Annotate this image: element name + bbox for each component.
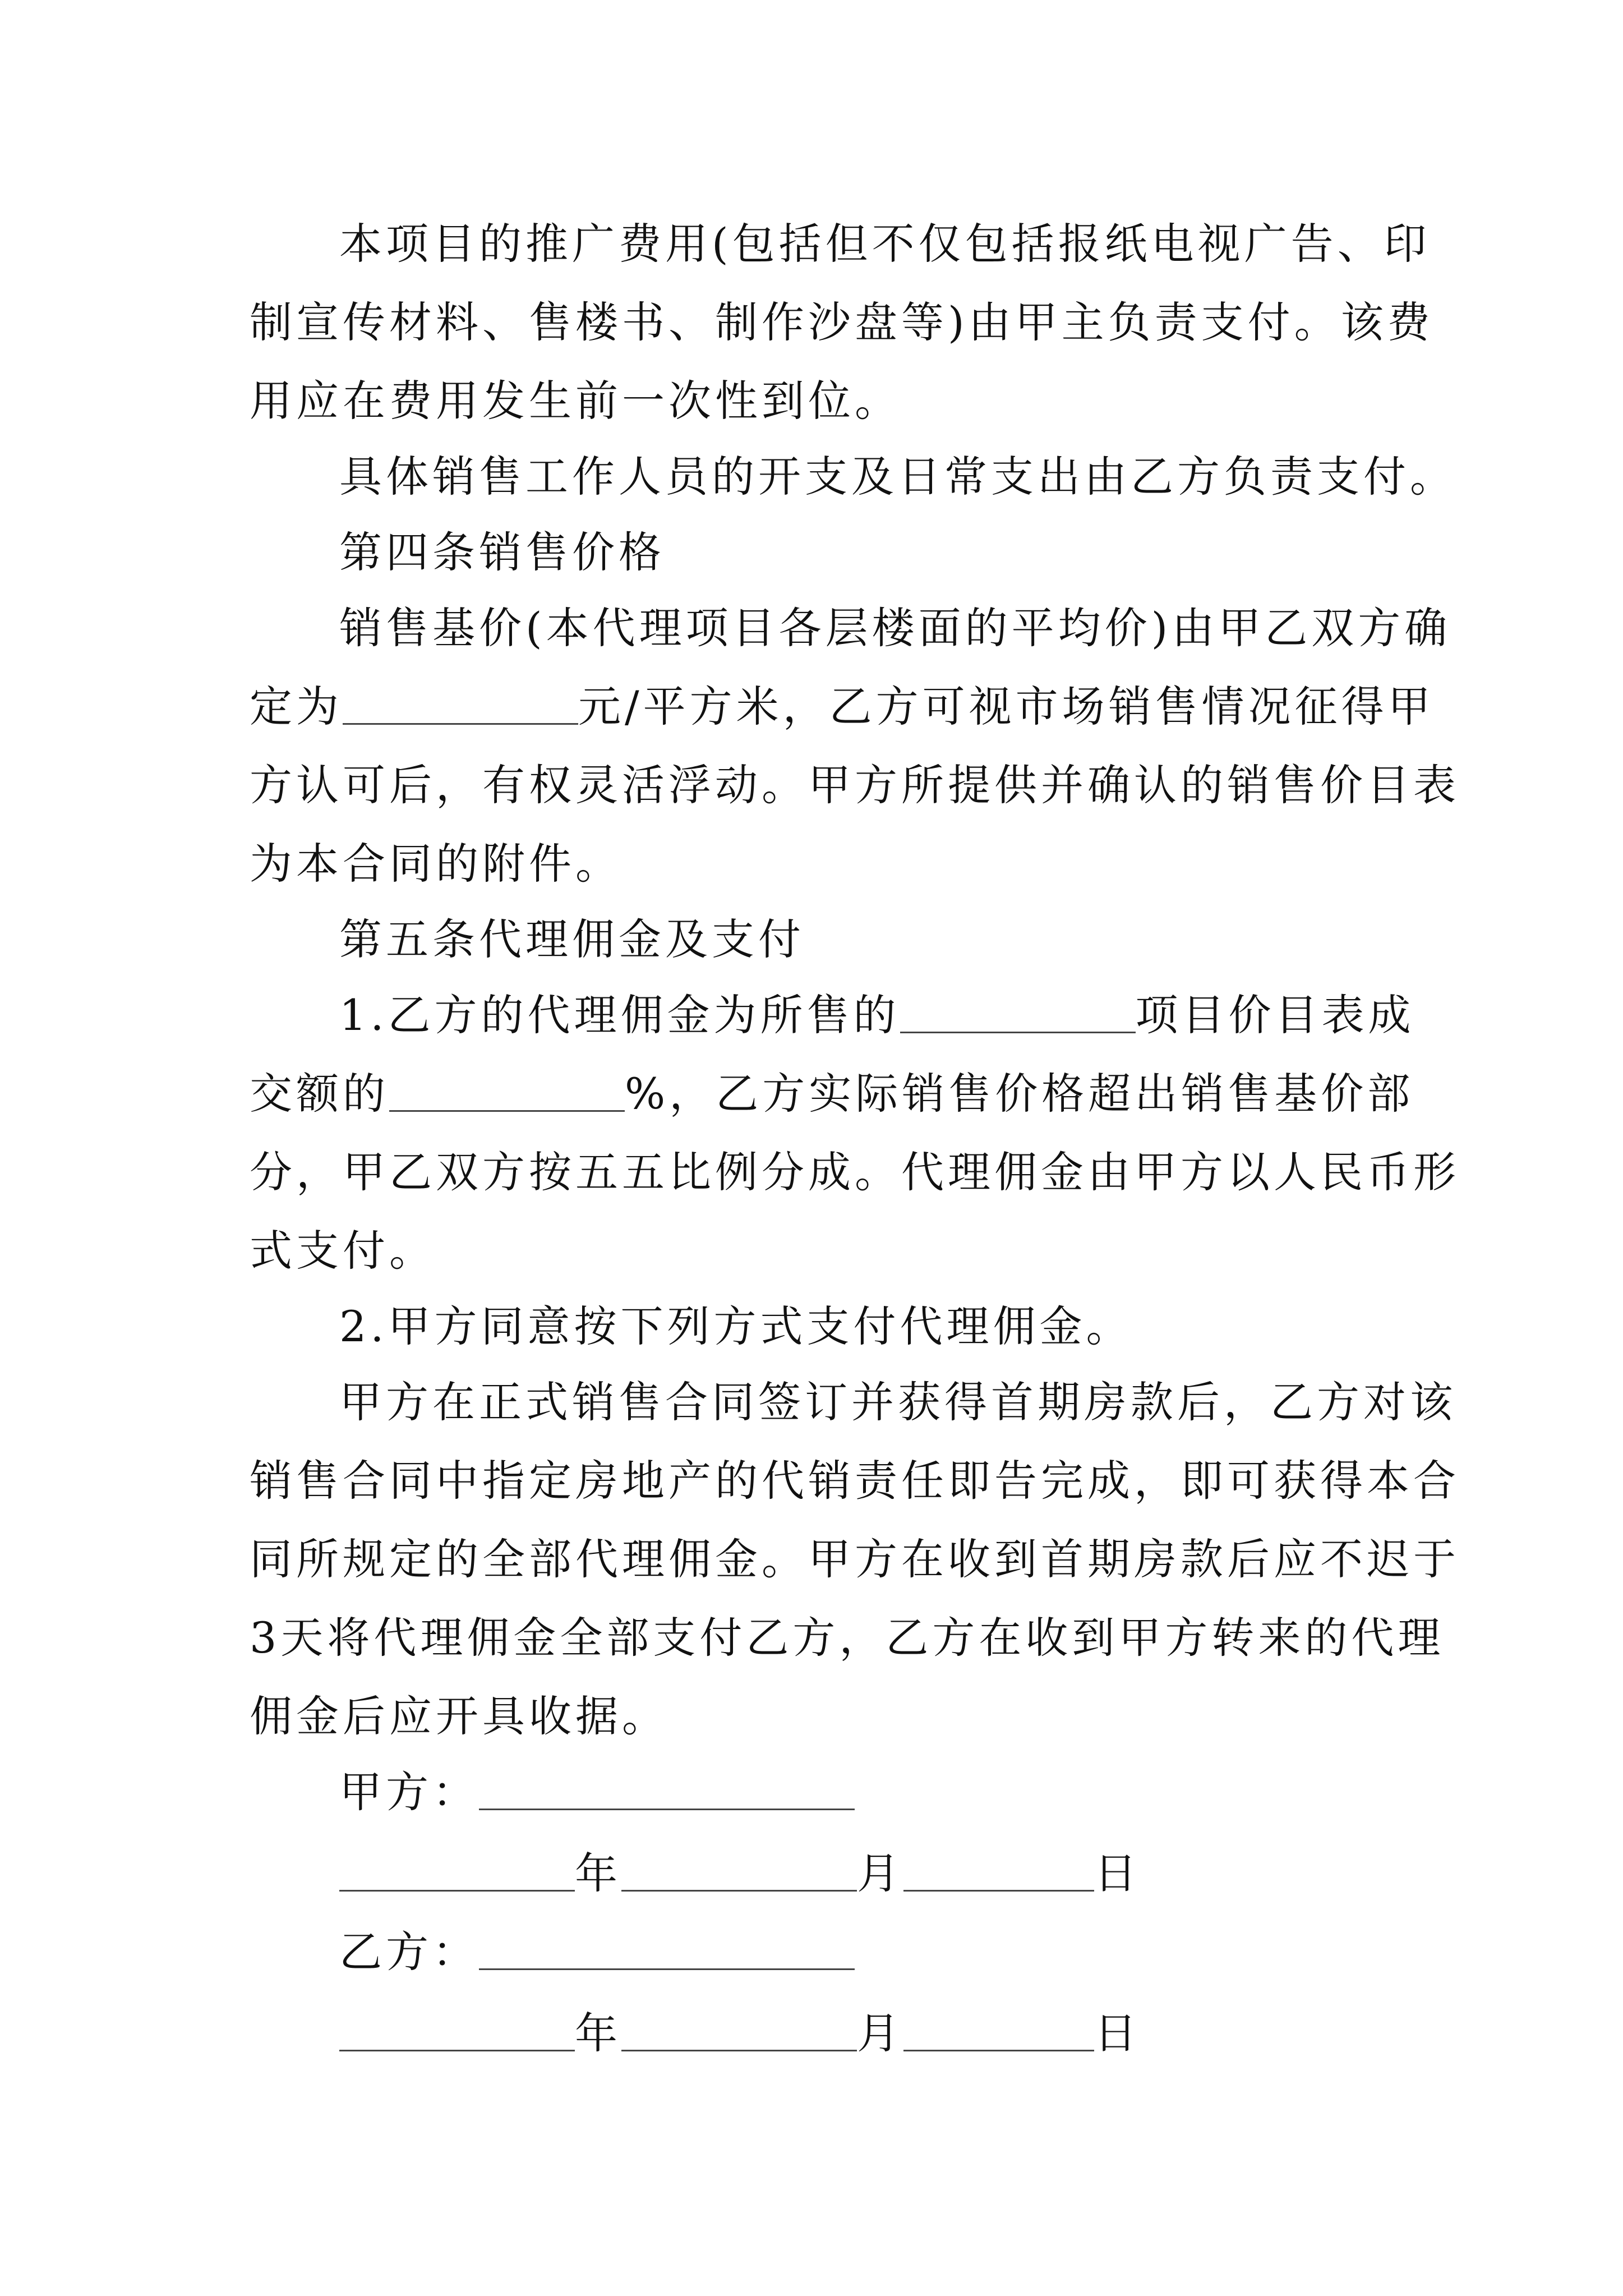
party-b-year-blank[interactable] [339, 2009, 575, 2051]
party-b-month-label: 月 [857, 2008, 903, 2058]
party-b-date-line [339, 1994, 1141, 2073]
paragraph-commission-line-4: 式支付。 [250, 1226, 436, 1276]
commission-rate-suffix: %，乙方实际销售价格超出销售基价部 [625, 1069, 1414, 1119]
commission-rate-blank[interactable] [389, 1070, 625, 1112]
party-a-label: 甲方： [339, 1767, 479, 1817]
paragraph-commission-line-3: 分，甲乙双方按五五比例分成。代理佣金由甲方以人民币形 [250, 1147, 1460, 1197]
paragraph-promotion-line-2: 制宣传材料、售楼书、制作沙盘等)由甲主负责支付。该费 [250, 297, 1434, 347]
party-b-label: 乙方： [339, 1927, 479, 1977]
base-price-blank[interactable] [343, 683, 578, 725]
base-price-prefix: 定为 [250, 682, 343, 731]
party-a-day-blank[interactable] [903, 1849, 1094, 1892]
commission-prefix: 1.乙方的代理佣金为所售的 [339, 990, 900, 1040]
paragraph-payment-line-4: 3天将代理佣金全部支付乙方，乙方在收到甲方转来的代理 [250, 1613, 1445, 1663]
paragraph-payment-line-2: 销售合同中指定房地产的代销责任即告完成，即可获得本合 [250, 1456, 1460, 1506]
commission-suffix: 项目价目表成 [1135, 990, 1415, 1040]
party-a-year-label: 年 [575, 1848, 621, 1898]
party-b-day-blank[interactable] [903, 2009, 1094, 2051]
party-b-signature-line [339, 1913, 855, 1991]
paragraph-base-price-line-4: 为本合同的附件。 [250, 839, 622, 889]
party-a-year-blank[interactable] [339, 1849, 575, 1892]
party-a-date-line [339, 1834, 1141, 1913]
party-b-day-label: 日 [1094, 2008, 1141, 2058]
paragraph-staff-costs: 具体销售工作人员的开支及日常支出由乙方负责支付。 [339, 452, 1456, 501]
paragraph-base-price-line-3: 方认可后，有权灵活浮动。甲方所提供并确认的销售价目表 [250, 760, 1460, 810]
party-b-year-label: 年 [575, 2008, 621, 2058]
paragraph-promotion-line-1: 本项目的推广费用(包括但不仅包括报纸电视广告、印 [339, 219, 1431, 269]
commission-rate-prefix: 交额的 [250, 1069, 389, 1119]
party-a-day-label: 日 [1094, 1848, 1141, 1898]
paragraph-base-price-line-2 [250, 668, 1435, 746]
paragraph-base-price-line-1: 销售基价(本代理项目各层楼面的平均价)由甲乙双方确 [339, 603, 1451, 653]
party-b-name-blank[interactable] [479, 1928, 855, 1970]
party-b-month-blank[interactable] [621, 2009, 857, 2051]
base-price-suffix: 元/平方米，乙方可视市场销售情况征得甲 [578, 682, 1435, 731]
commission-project-blank[interactable] [900, 991, 1136, 1033]
paragraph-payment-line-5: 佣金后应开具收据。 [250, 1691, 668, 1741]
paragraph-commission-line-2 [250, 1055, 1414, 1133]
party-a-month-blank[interactable] [621, 1849, 857, 1892]
paragraph-payment-method: 2.甲方同意按下列方式支付代理佣金。 [339, 1301, 1133, 1351]
party-a-name-blank[interactable] [479, 1768, 855, 1810]
paragraph-payment-line-3: 同所规定的全部代理佣金。甲方在收到首期房款后应不迟于 [250, 1534, 1460, 1584]
paragraph-promotion-line-3: 用应在费用发生前一次性到位。 [250, 376, 901, 426]
article-4-title: 第四条销售价格 [339, 527, 665, 577]
paragraph-commission-line-1 [339, 976, 1415, 1055]
party-a-signature-line [339, 1753, 855, 1832]
paragraph-payment-line-1: 甲方在正式销售合同签订并获得首期房款后，乙方对该 [339, 1377, 1456, 1427]
party-a-month-label: 月 [857, 1848, 903, 1898]
article-5-title: 第五条代理佣金及支付 [339, 914, 805, 964]
